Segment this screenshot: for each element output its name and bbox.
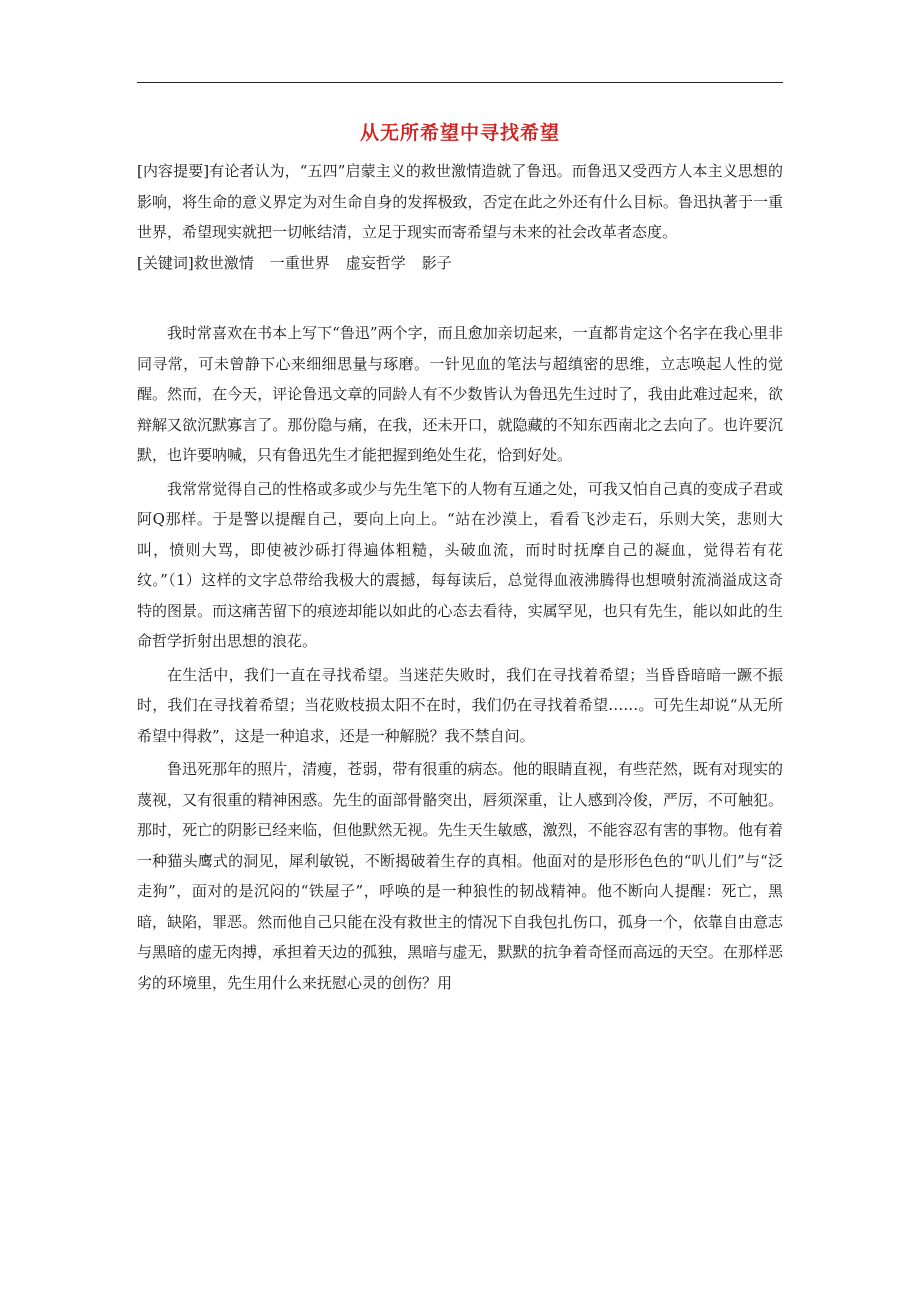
keyword: 影子: [421, 253, 452, 272]
section-gap: [137, 278, 783, 318]
keywords-label: [关键词]: [137, 253, 194, 272]
header-rule: [137, 82, 783, 83]
keyword: 虚妄哲学: [345, 253, 406, 272]
abstract-label: [内容提要]: [137, 162, 210, 180]
abstract-text: 有论者认为，“五四”启蒙主义的救世激情造就了鲁迅。而鲁迅又受西方人本主义思想的影响，将生命的意义界定为对生命自身的发挥极致，否定在此之外还有什么目标。鲁迅执著于一重世界，希望现实就把一切帐结清，立足于现实而寄希望与未来的社会改革者态度。: [137, 162, 783, 241]
keywords: [137, 248, 783, 279]
body-paragraph: 鲁迅死那年的照片，清瘦，苍弱，带有很重的病态。他的眼睛直视，有些茫然，既有对现实的蔑视，又有很重的精神困惑。先生的面部骨骼突出，唇须深重，让人感到冷俊，严厉，不可触犯。那时，死亡的阴影已经来临，但他默然无视。先生天生敏感，激烈，不能容忍有害的事物。他有着一种猫头鹰式的洞见，犀利敏锐，不断揭破着生存的真相。他面对的是形形色色的“叭儿们”与“泛走狗”，面对的是沉闷的“铁屋子”，呼唤的是一种狼性的韧战精神。他不断向人提醒：死亡，黑暗，缺陷，罪恶。然而他自己只能在没有救世主的情况下自我包扎伤口，孤身一个，依靠自由意志与黑暗的虚无肉搏，承担着天边的孤独，黑暗与虚无，默默的抗争着奇怪而高远的天空。在那样恶劣的环境里，先生用什么来抚慰心灵的创伤？用: [137, 760, 783, 992]
body-paragraph: 我时常喜欢在书本上写下“鲁迅”两个字，而且愈加亲切起来，一直都肯定这个名字在我心里非同寻常，可未曾静下心来细细思量与琢磨。一针见血的笔法与超缜密的思维，立志唤起人性的觉醒。然而，在今天，评论鲁迅文章的同龄人有不少数皆认为鲁迅先生过时了，我由此难过起来，欲辩解又欲沉默寡言了。那份隐与痛，在我，还未开口，就隐藏的不知东西南北之去向了。也许要沉默，也许要呐喊，只有鲁迅先生才能把握到绝处生花，恰到好处。: [137, 324, 783, 464]
body-paragraph: 我常常觉得自己的性格或多或少与先生笔下的人物有互通之处，可我又怕自己真的变成子君或阿Q那样。于是警以提醒自己，要向上向上。“站在沙漠上，看看飞沙走石，乐则大笑，悲则大叫，愤则大骂，即使被沙砾打得遍体粗糙，头破血流，而时时抚摩自己的凝血，觉得若有花纹。”（1）这样的文字总带给我极大的震撼，每每读后，总觉得血液沸腾得也想喷射流淌溢成这奇特的图景。而这痛苦留下的痕迹却能以如此的心态去看待，实属罕见，也只有先生，能以如此的生命哲学折射出思想的浪花。: [137, 479, 783, 650]
abstract: [137, 156, 783, 248]
document-page: [137, 118, 783, 1001]
document-title: 从无所希望中寻找希望: [359, 122, 560, 144]
body-paragraph: 在生活中，我们一直在寻找希望。当迷茫失败时，我们在寻找着希望；当昏昏暗暗一蹶不振时，我们在寻找着希望；当花败枝损太阳不在时，我们仍在寻找着希望……。可先生却说“从无所希望中得救”，这是一种追求，还是一种解脱？我不禁自问。: [137, 665, 783, 745]
keyword: 救世激情: [193, 253, 254, 272]
keyword: 一重世界: [269, 253, 330, 272]
